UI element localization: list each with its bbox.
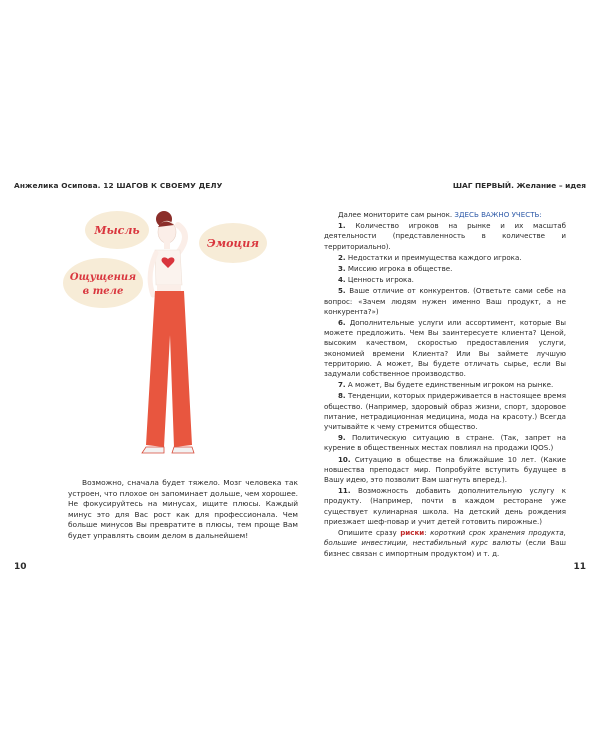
intro-text: Далее мониторите сам рынок.: [338, 210, 455, 219]
list-item: 10. Ситуацию в обществе на ближайшие 10 лет. (Какие новшества преподаст мир. Попробуйте вступить будущее в Вашу идею, это позволит Вам шагнуть вперед.).: [324, 454, 566, 485]
woman-illustration: [60, 205, 290, 475]
list-item: 8. Тенденции, которых придерживается в настоящее время общество. (Например, здоровый образ жизни, спорт, здоровое питание, нетрадиционная медицина, мода на красоту.) Всегда учитывайте к чему стремится общество.: [324, 391, 566, 432]
page-number-right: 11: [573, 562, 586, 572]
emotion-bubble-label: Эмоция: [206, 237, 260, 250]
running-header-right: ШАГ ПЕРВЫЙ. Желание – идея: [452, 181, 586, 190]
left-paragraph-text: Возможно, сначала будет тяжело. Мозг человека так устроен, что плохое он запоминает дольше, чем хорошее. Не фокусируйтесь на минусах, ищите плюсы. Каждый минус это для Вас рост как для профессионала. Чем больше минусов Вы превратите в плюсы, тем проще Вам будет управлять своим делом в дальнейшем!: [68, 478, 298, 540]
page-number-left: 10: [14, 562, 27, 572]
list-item: 5. Ваше отличие от конкурентов. (Ответьте сами себе на вопрос: «Зачем людям нужен именно Ваш продукт, а не конкурента?»): [324, 286, 566, 316]
list-item: 9. Политическую ситуацию в стране. (Так, запрет на курение в общественных местах повлиял на продажи IQOS.): [324, 433, 566, 453]
sensation-bubble: [63, 258, 143, 308]
running-header-left: Анжелика Осипова. 12 ШАГОВ К СВОЕМУ ДЕЛУ: [14, 181, 223, 190]
list-item: 2. Недостатки и преимущества каждого игрока.: [338, 252, 522, 262]
list-item: 1. Количество игроков на рынке и их масштаб деятельности (представленность в количестве и территориально).: [324, 221, 566, 251]
list-item: 11. Возможность добавить дополнительную услугу к продукту. (Например, почти в каждом ресторане уже существует кулинарная школа. На детский день рождения приезжает шеф-повар и учит детей готовить пирожные.): [324, 486, 566, 526]
list-item: 7. А может, Вы будете единственным игроком на рынке.: [338, 380, 554, 390]
sensation-bubble-label-1: Ощущения: [69, 272, 137, 283]
right-page-text: [324, 210, 566, 560]
risks-paragraph: Опишите сразу риски: короткий срок хранения продукта, большие инвестиции, нестабильный курс валюты (если Ваш бизнес связан с импортным продуктом) и т. д.: [324, 528, 566, 558]
intro-paragraph: [324, 210, 566, 220]
left-page-paragraph: [68, 478, 298, 542]
pants: [146, 291, 192, 447]
list-item: 6. Дополнительные услуги или ассортимент, которые Вы можете предложить. Чем Вы заинтересуете клиента? Ценой, высоким качеством, скоростью предоставления услуги, экономией времени Клиента? Или Вы займете лучшую территорию. А может, Вы будете отличать сырье, если Вы задумали собственное производство.: [324, 318, 566, 379]
list-item: 4. Ценность игрока.: [338, 275, 414, 285]
list-item: 3. Миссию игрока в обществе.: [338, 264, 453, 274]
thought-bubble-label: Мысль: [94, 224, 140, 237]
sensation-bubble-label-2: в теле: [82, 286, 124, 297]
intro-accent: ЗДЕСЬ ВАЖНО УЧЕСТЬ:: [454, 210, 542, 219]
